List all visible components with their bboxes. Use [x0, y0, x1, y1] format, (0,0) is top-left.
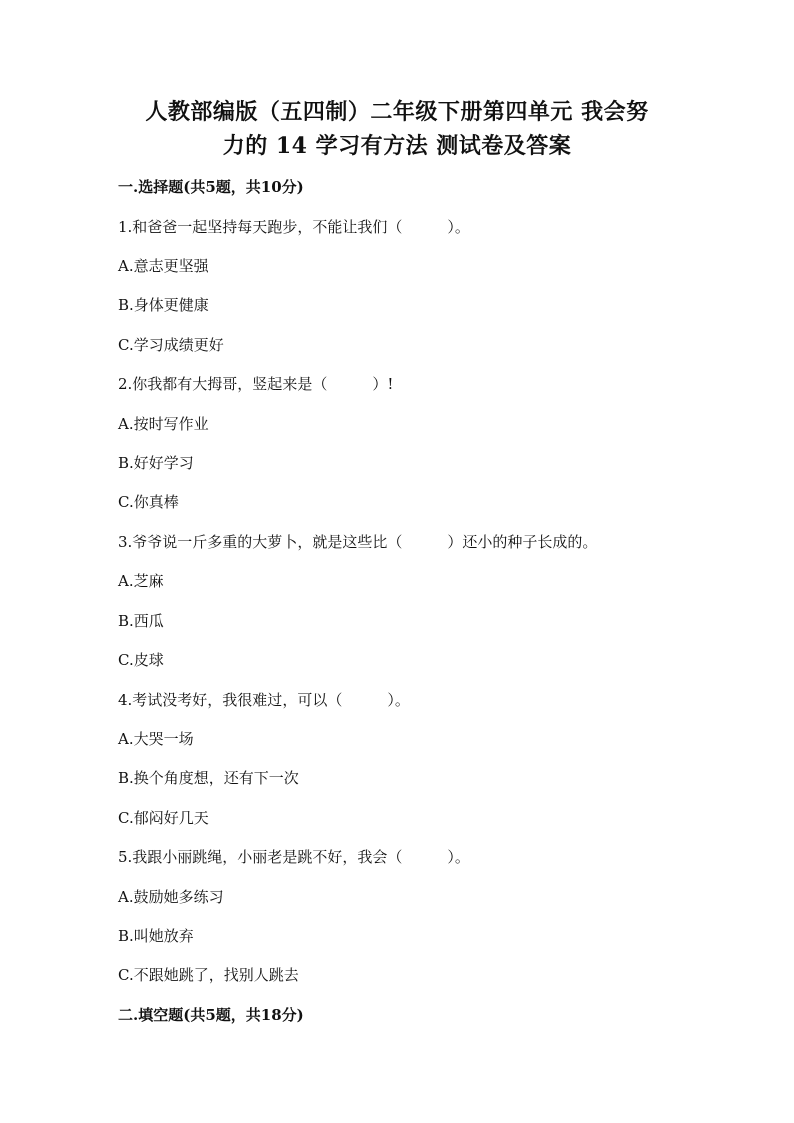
- document-title-line-1: 人教部编版（五四制）二年级下册第四单元 我会努: [145, 99, 649, 125]
- question-3-option-c: C.皮球: [118, 651, 164, 669]
- question-3-option-a: A.芝麻: [118, 572, 164, 590]
- question-5-option-c: C.不跟她跳了，找别人跳去: [118, 966, 299, 984]
- question-2-option-c: C.你真棒: [118, 493, 179, 511]
- question-2-option-b: B.好好学习: [118, 454, 194, 472]
- question-4-option-a: A.大哭一场: [118, 730, 194, 748]
- question-5-stem: 5.我跟小丽跳绳，小丽老是跳不好，我会（ ）。: [118, 848, 470, 866]
- question-1-option-b: B.身体更健康: [118, 296, 209, 314]
- question-1-stem: 1.和爸爸一起坚持每天跑步，不能让我们（ ）。: [118, 218, 470, 236]
- question-1-option-a: A.意志更坚强: [118, 257, 209, 275]
- question-4-option-c: C.郁闷好几天: [118, 809, 209, 827]
- question-5-option-b: B.叫她放弃: [118, 927, 194, 945]
- question-4-stem: 4.考试没考好，我很难过，可以（ ）。: [118, 691, 410, 709]
- question-1-option-c: C.学习成绩更好: [118, 336, 224, 354]
- question-4-option-b: B.换个角度想，还有下一次: [118, 769, 299, 787]
- section-heading-choice: 一.选择题(共5题，共10分): [118, 178, 304, 196]
- question-5-option-a: A.鼓励她多练习: [118, 888, 224, 906]
- question-3-option-b: B.西瓜: [118, 612, 164, 630]
- question-3-stem: 3.爷爷说一斤多重的大萝卜，就是这些比（ ）还小的种子长成的。: [118, 533, 598, 551]
- question-2-stem: 2.你我都有大拇哥，竖起来是（ ）!: [118, 375, 394, 393]
- question-2-option-a: A.按时写作业: [118, 415, 209, 433]
- document-title-line-2: 力的 14 学习有方法 测试卷及答案: [222, 133, 572, 159]
- section-heading-fill-blank: 二.填空题(共5题，共18分): [118, 1006, 304, 1024]
